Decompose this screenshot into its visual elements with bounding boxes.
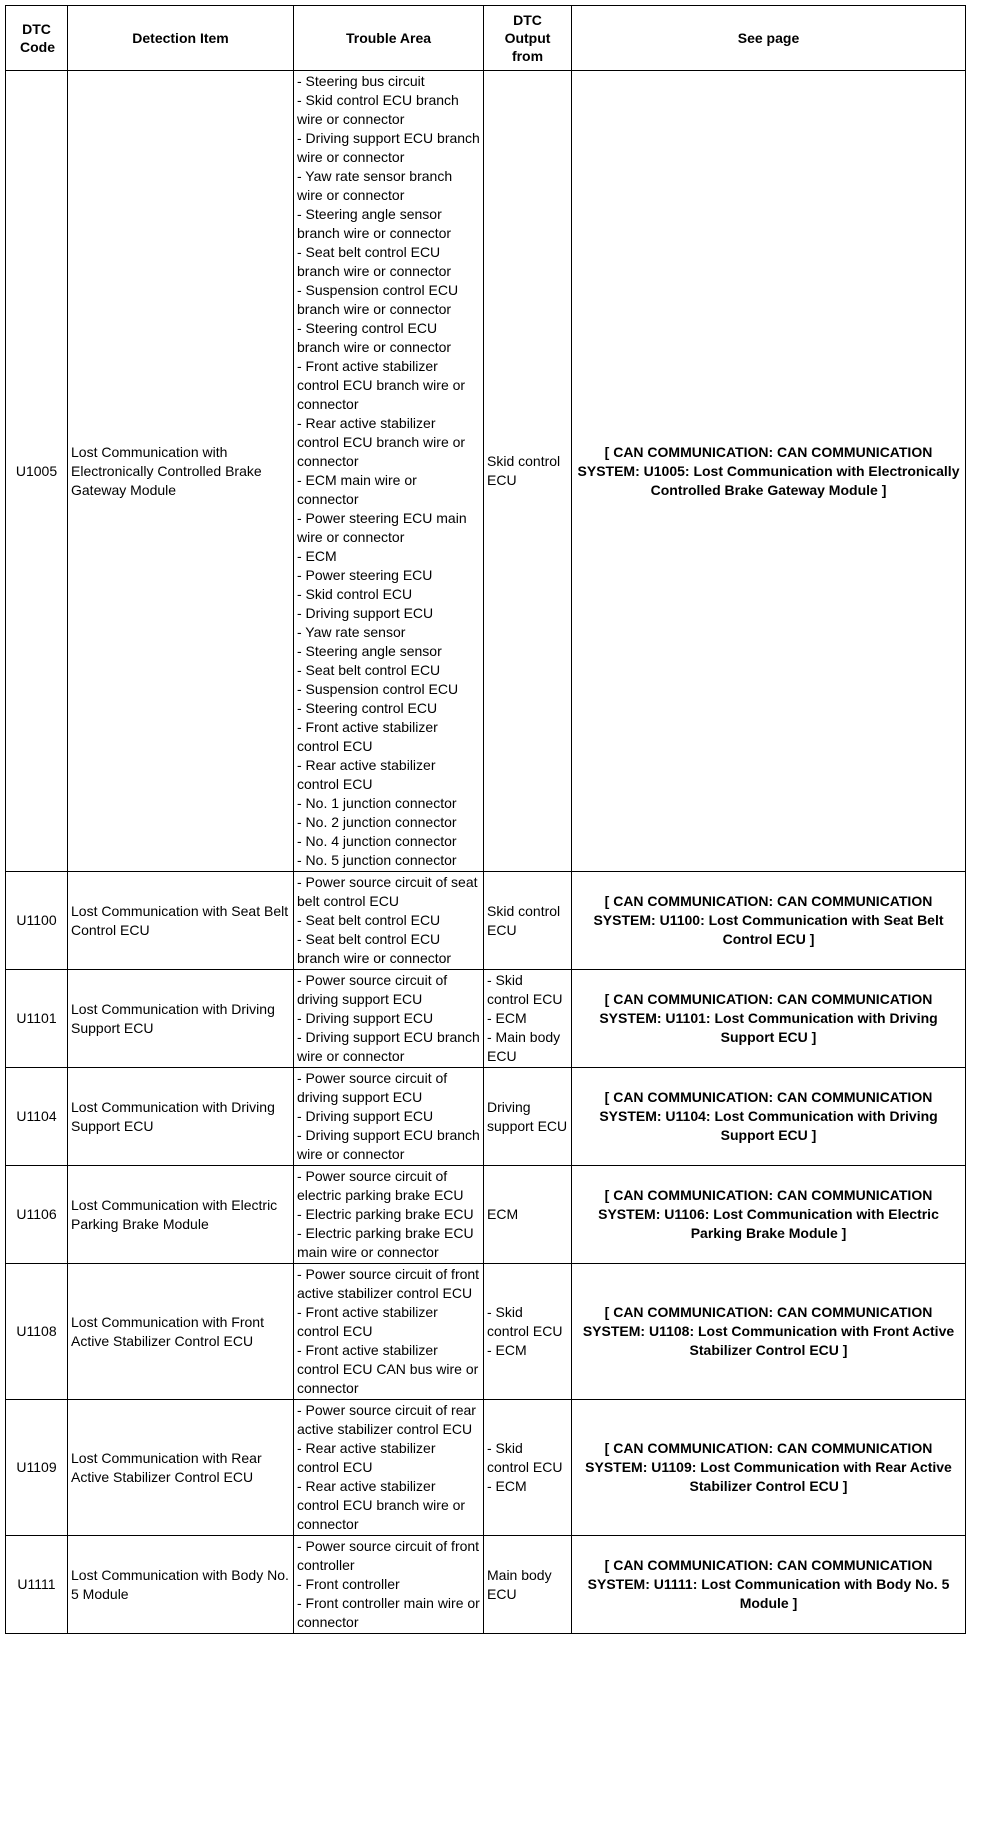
- trouble-area-line: - Suspension control ECU: [297, 681, 459, 697]
- dtc-output-line: Main body ECU: [487, 1566, 552, 1602]
- trouble-area-line: - Suspension control ECU branch wire or connector: [297, 282, 459, 317]
- trouble-area-cell: [294, 1166, 484, 1264]
- trouble-area-line: - Electric parking brake ECU main wire or connector: [297, 1225, 474, 1260]
- trouble-area-line: - Electric parking brake ECU: [297, 1206, 474, 1222]
- trouble-area-line: - Steering angle sensor: [297, 643, 442, 659]
- dtc-code-cell: U1111: [6, 1536, 68, 1634]
- trouble-area-line: - Seat belt control ECU: [297, 912, 441, 928]
- trouble-area-line: - Front active stabilizer control ECU: [297, 1304, 438, 1339]
- trouble-area-line: - Yaw rate sensor branch wire or connector: [297, 168, 453, 203]
- trouble-area-line: - Driving support ECU branch wire or connector: [297, 1029, 480, 1064]
- table-row: [6, 1264, 966, 1400]
- trouble-area-line: - Steering bus circuit: [297, 73, 425, 89]
- trouble-area-cell: [294, 1400, 484, 1536]
- trouble-area-line: - Seat belt control ECU: [297, 662, 441, 678]
- trouble-area-line: - Rear active stabilizer control ECU: [297, 1440, 436, 1475]
- dtc-output-cell: [484, 970, 572, 1068]
- dtc-output-line: Driving support ECU: [487, 1098, 568, 1134]
- dtc-output-line: Skid control ECU: [487, 902, 561, 938]
- detection-item-cell: Lost Communication with Body No. 5 Module: [68, 1536, 294, 1634]
- table-row: [6, 71, 966, 872]
- trouble-area-line: - Power steering ECU: [297, 567, 433, 583]
- trouble-area-cell: [294, 1068, 484, 1166]
- trouble-area-line: - Power source circuit of seat belt control ECU: [297, 874, 478, 909]
- see-page-link[interactable]: [ CAN COMMUNICATION: CAN COMMUNICATION SYSTEM: U1106: Lost Communication with Electric Parking Brake Module ]: [572, 1166, 966, 1264]
- table-row: [6, 970, 966, 1068]
- dtc-code-cell: U1100: [6, 872, 68, 970]
- trouble-area-line: - Steering control ECU: [297, 700, 438, 716]
- dtc-output-line: - ECM: [487, 1010, 527, 1026]
- dtc-output-cell: [484, 71, 572, 872]
- header-see-page: See page: [572, 6, 966, 71]
- trouble-area-line: - Steering angle sensor branch wire or connector: [297, 206, 452, 241]
- dtc-output-line: ECM: [487, 1206, 519, 1222]
- trouble-area-line: - Yaw rate sensor: [297, 624, 406, 640]
- see-page-link[interactable]: [ CAN COMMUNICATION: CAN COMMUNICATION SYSTEM: U1104: Lost Communication with Driving Support ECU ]: [572, 1068, 966, 1166]
- detection-item-cell: Lost Communication with Electric Parking Brake Module: [68, 1166, 294, 1264]
- trouble-area-cell: [294, 1264, 484, 1400]
- detection-item-cell: Lost Communication with Driving Support ECU: [68, 970, 294, 1068]
- dtc-output-line: - ECM: [487, 1342, 527, 1358]
- dtc-code-cell: U1101: [6, 970, 68, 1068]
- trouble-area-line: - Power source circuit of electric parking brake ECU: [297, 1168, 464, 1203]
- dtc-output-cell: [484, 872, 572, 970]
- trouble-area-line: - Front active stabilizer control ECU CAN bus wire or connector: [297, 1342, 479, 1396]
- trouble-area-line: - Front active stabilizer control ECU: [297, 719, 438, 754]
- trouble-area-line: - Skid control ECU: [297, 586, 413, 602]
- dtc-table-container: [5, 5, 966, 1634]
- trouble-area-line: - Front controller main wire or connector: [297, 1595, 480, 1630]
- header-dtc-output-from: DTC Output from: [484, 6, 572, 71]
- see-page-link[interactable]: [ CAN COMMUNICATION: CAN COMMUNICATION SYSTEM: U1111: Lost Communication with Body No. 5 Module ]: [572, 1536, 966, 1634]
- dtc-code-cell: U1104: [6, 1068, 68, 1166]
- dtc-output-line: - Main body ECU: [487, 1029, 561, 1064]
- trouble-area-line: - Seat belt control ECU branch wire or connector: [297, 244, 452, 279]
- trouble-area-cell: [294, 970, 484, 1068]
- dtc-output-cell: [484, 1264, 572, 1400]
- trouble-area-line: - Driving support ECU: [297, 1108, 434, 1124]
- trouble-area-line: - Power source circuit of front controller: [297, 1538, 480, 1573]
- detection-item-cell: Lost Communication with Front Active Stabilizer Control ECU: [68, 1264, 294, 1400]
- trouble-area-line: - Front active stabilizer control ECU branch wire or connector: [297, 358, 466, 412]
- detection-item-cell: Lost Communication with Driving Support ECU: [68, 1068, 294, 1166]
- detection-item-cell: Lost Communication with Seat Belt Control ECU: [68, 872, 294, 970]
- dtc-code-cell: U1005: [6, 71, 68, 872]
- trouble-area-line: - Driving support ECU branch wire or connector: [297, 1127, 480, 1162]
- dtc-output-line: - ECM: [487, 1478, 527, 1494]
- trouble-area-line: - Driving support ECU: [297, 1010, 434, 1026]
- trouble-area-line: - Skid control ECU branch wire or connector: [297, 92, 459, 127]
- trouble-area-line: - Power source circuit of rear active stabilizer control ECU: [297, 1402, 476, 1437]
- detection-item-cell: Lost Communication with Rear Active Stabilizer Control ECU: [68, 1400, 294, 1536]
- trouble-area-line: - Driving support ECU: [297, 605, 434, 621]
- trouble-area-line: - Rear active stabilizer control ECU branch wire or connector: [297, 415, 466, 469]
- trouble-area-line: - Rear active stabilizer control ECU: [297, 757, 436, 792]
- dtc-table: [5, 5, 966, 1634]
- see-page-link[interactable]: [ CAN COMMUNICATION: CAN COMMUNICATION SYSTEM: U1005: Lost Communication with Electronically Controlled Brake Gateway Module ]: [572, 71, 966, 872]
- trouble-area-line: - No. 2 junction connector: [297, 814, 457, 830]
- trouble-area-line: - No. 5 junction connector: [297, 852, 457, 868]
- trouble-area-line: - No. 4 junction connector: [297, 833, 457, 849]
- dtc-code-cell: U1109: [6, 1400, 68, 1536]
- table-header-row: [6, 6, 966, 71]
- dtc-output-cell: [484, 1068, 572, 1166]
- table-row: [6, 1536, 966, 1634]
- table-row: [6, 1068, 966, 1166]
- table-row: [6, 872, 966, 970]
- trouble-area-line: - ECM main wire or connector: [297, 472, 417, 507]
- trouble-area-line: - Power source circuit of driving support ECU: [297, 1070, 448, 1105]
- trouble-area-line: - Power source circuit of driving support ECU: [297, 972, 448, 1007]
- dtc-output-line: - Skid control ECU: [487, 972, 563, 1007]
- dtc-code-cell: U1108: [6, 1264, 68, 1400]
- trouble-area-line: - Seat belt control ECU branch wire or connector: [297, 931, 452, 966]
- dtc-code-cell: U1106: [6, 1166, 68, 1264]
- table-row: [6, 1400, 966, 1536]
- dtc-output-line: Skid control ECU: [487, 453, 561, 488]
- trouble-area-line: - Power source circuit of front active stabilizer control ECU: [297, 1266, 480, 1301]
- table-row: [6, 1166, 966, 1264]
- see-page-link[interactable]: [ CAN COMMUNICATION: CAN COMMUNICATION SYSTEM: U1108: Lost Communication with Front Active Stabilizer Control ECU ]: [572, 1264, 966, 1400]
- trouble-area-line: - Front controller: [297, 1576, 400, 1592]
- trouble-area-cell: [294, 872, 484, 970]
- table-body: [6, 71, 966, 1634]
- dtc-output-cell: [484, 1536, 572, 1634]
- see-page-link[interactable]: [ CAN COMMUNICATION: CAN COMMUNICATION SYSTEM: U1109: Lost Communication with Rear Active Stabilizer Control ECU ]: [572, 1400, 966, 1536]
- trouble-area-line: - Steering control ECU branch wire or connector: [297, 320, 452, 355]
- dtc-output-line: - Skid control ECU: [487, 1440, 563, 1475]
- see-page-link[interactable]: [ CAN COMMUNICATION: CAN COMMUNICATION SYSTEM: U1100: Lost Communication with Seat Belt Control ECU ]: [572, 872, 966, 970]
- see-page-link[interactable]: [ CAN COMMUNICATION: CAN COMMUNICATION SYSTEM: U1101: Lost Communication with Driving Support ECU ]: [572, 970, 966, 1068]
- trouble-area-line: - Driving support ECU branch wire or connector: [297, 130, 480, 165]
- header-trouble-area: Trouble Area: [294, 6, 484, 71]
- dtc-output-line: - Skid control ECU: [487, 1304, 563, 1339]
- dtc-output-cell: [484, 1166, 572, 1264]
- trouble-area-line: - No. 1 junction connector: [297, 795, 457, 811]
- header-detection-item: Detection Item: [68, 6, 294, 71]
- trouble-area-line: - ECM: [297, 548, 337, 564]
- trouble-area-line: - Power steering ECU main wire or connector: [297, 510, 467, 545]
- dtc-output-cell: [484, 1400, 572, 1536]
- detection-item-cell: Lost Communication with Electronically Controlled Brake Gateway Module: [68, 71, 294, 872]
- trouble-area-line: - Rear active stabilizer control ECU branch wire or connector: [297, 1478, 466, 1532]
- trouble-area-cell: [294, 71, 484, 872]
- header-dtc-code: DTC Code: [6, 6, 68, 71]
- trouble-area-cell: [294, 1536, 484, 1634]
